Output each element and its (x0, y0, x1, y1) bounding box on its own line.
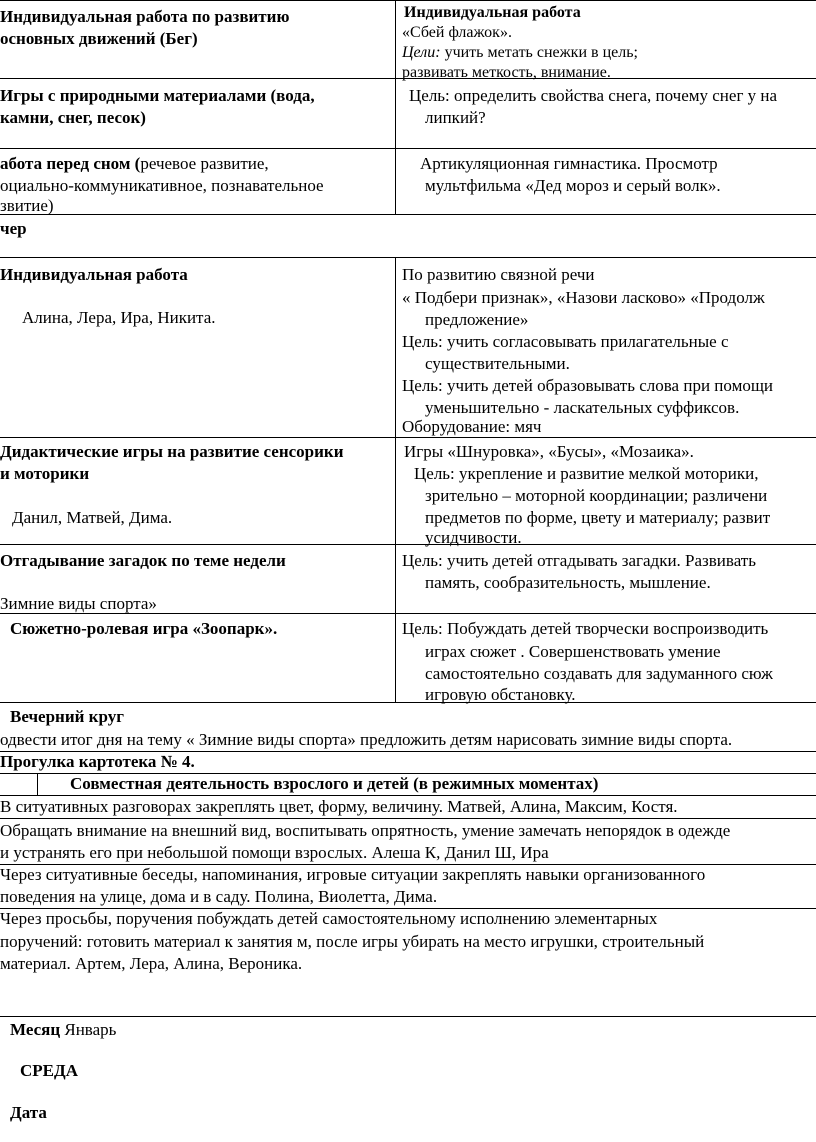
b2r2-left-names: Данил, Матвей, Дима. (12, 508, 173, 527)
walk-item-4-line3: материал. Артем, Лера, Алина, Вероника. (0, 954, 303, 973)
b2r4-right-line1: Цель: Побуждать детей творчески воспроизводить (402, 619, 769, 638)
row3-left-line3: звитие) (0, 196, 54, 215)
table2-row-divider (0, 544, 816, 545)
b2r2-left-title2: и моторики (0, 464, 90, 483)
month-line (10, 1019, 116, 1042)
b2r2-right-line5: усидчивости. (425, 528, 522, 547)
b2r1-right-line5: существительными. (425, 354, 570, 373)
row3-left-rest: речевое развитие, (140, 154, 269, 173)
row3-right-line2: мультфильма «Дед мороз и серый волк». (425, 176, 721, 195)
footer-divider (0, 1016, 816, 1017)
b2r4-right-line3: самостоятельно создавать для задуманного сюж (425, 664, 773, 683)
b2r1-left-names: Алина, Лера, Ира, Никита. (22, 308, 216, 327)
walk-item-1-line1: В ситуативных разговорах закреплять цвет, форму, величину. Матвей, Алина, Максим, Костя. (0, 797, 678, 816)
row1-left-line2: основных движений (Бег) (0, 29, 198, 48)
row3-left-line2: оциально-коммуникативное, познавательное (0, 176, 324, 195)
evening-text: одвести итог дня на тему « Зимние виды спорта» предложить детям нарисовать зимние виды спорта. (0, 730, 733, 749)
b2r1-right-line2: « Подбери признак», «Назови ласково» «Продолж (402, 288, 765, 307)
table2-border-bottom (0, 702, 816, 703)
row1-right-goal (402, 43, 638, 63)
walk-item-3-line1: Через ситуативные беседы, напоминания, игровые ситуации закреплять навыки организованного (0, 865, 706, 884)
b2r2-left-title1: Дидактические игры на развитие сенсорики (0, 442, 344, 461)
b2r1-right-line6: Цель: учить детей образовывать слова при помощи (402, 376, 774, 395)
row2-left-line2: камни, снег, песок) (0, 108, 146, 127)
walk-item-4-line1: Через просьбы, поручения побуждать детей самостоятельному исполнению элементарных (0, 909, 658, 928)
date-label: Дата (10, 1103, 47, 1122)
row1-right-line3: развивать меткость, внимание. (402, 64, 611, 81)
row2-right-line2: липкий? (425, 108, 486, 127)
table1-row-divider (0, 148, 816, 149)
walk-item-4-line2: поручений: готовить материал к занятия м, после игры убирать на место игрушки, строительный (0, 932, 705, 951)
walk-item-2-line2: и устранять его при небольшой помощи взрослых. Алеша К, Данил Ш, Ира (0, 843, 549, 862)
table1-border-top (0, 0, 816, 1)
b2r3-right-line1: Цель: учить детей отгадывать загадки. Развивать (402, 551, 756, 570)
b2r2-right-line3: зрительно – моторной координации; различени (425, 486, 768, 505)
b2r3-left-title: Отгадывание загадок по теме недели (0, 551, 286, 570)
month-label: Месяц (10, 1020, 61, 1039)
b2r3-left-topic: Зимние виды спорта» (0, 594, 157, 613)
b2r1-right-line3: предложение» (425, 310, 529, 329)
b2r1-right-line4: Цель: учить согласовывать прилагательные с (402, 332, 729, 351)
goal-text: учить метать снежки в цель; (440, 44, 638, 61)
walk-title: Прогулка картотека № 4. (0, 752, 195, 771)
row3-left-line1 (0, 153, 269, 176)
row3-right-line1: Артикуляционная гимнастика. Просмотр (420, 154, 718, 173)
goal-label: Цели: (402, 44, 441, 61)
row2-right-line1: Цель: определить свойства снега, почему снег у на (409, 86, 778, 105)
walk-item-divider (0, 818, 816, 819)
day-of-week: СРЕДА (20, 1061, 78, 1080)
b2r3-right-line2: память, сообразительность, мышление. (425, 573, 711, 592)
b2r2-right-line4: предметов по форме, цвету и материалу; развит (425, 508, 771, 527)
b2r1-right-line7: уменьшительно - ласкательных суффиксов. (425, 398, 740, 417)
b2r2-right-line1: Игры «Шнуровка», «Бусы», «Мозаика». (404, 442, 694, 461)
evening-title: Вечерний круг (10, 707, 124, 726)
section-heading-afternoon: чер (0, 219, 27, 238)
b2r1-right-line8: Оборудование: мяч (402, 417, 542, 436)
walk-item-3-line2: поведения на улице, дома и в саду. Полина, Виолетта, Дима. (0, 887, 438, 906)
row1-right-game: «Сбей флажок». (402, 24, 512, 41)
table2-column-divider (395, 257, 396, 702)
b2r4-left-title: Сюжетно-ролевая игра «Зоопарк». (10, 619, 278, 638)
row1-left-line1: Индивидуальная работа по развитию (0, 7, 290, 26)
table1-column-divider (395, 0, 396, 214)
row1-right-title: Индивидуальная работа (404, 4, 581, 21)
b2r4-right-line2: играх сюжет . Совершенствовать умение (425, 642, 721, 661)
joint-activity-header: Совместная деятельность взрослого и детей (в режимных моментах) (70, 774, 599, 793)
row2-left-line1: Игры с природными материалами (вода, (0, 86, 315, 105)
walk-header-cell-divider (37, 773, 38, 795)
month-value: Январь (64, 1020, 117, 1039)
b2r1-left-title: Индивидуальная работа (0, 265, 188, 284)
table2-border-top (0, 257, 816, 258)
walk-item-2-line1: Обращать внимание на внешний вид, воспитывать опрятность, умение замечать непорядок в одежде (0, 821, 731, 840)
table1-border-bottom (0, 214, 816, 215)
b2r4-right-line4: игровую обстановку. (425, 685, 576, 704)
b2r1-right-line1: По развитию связной речи (402, 265, 595, 284)
row3-left-bold: абота перед сном ( (0, 154, 141, 173)
b2r2-right-line2: Цель: укрепление и развитие мелкой моторики, (414, 464, 759, 483)
